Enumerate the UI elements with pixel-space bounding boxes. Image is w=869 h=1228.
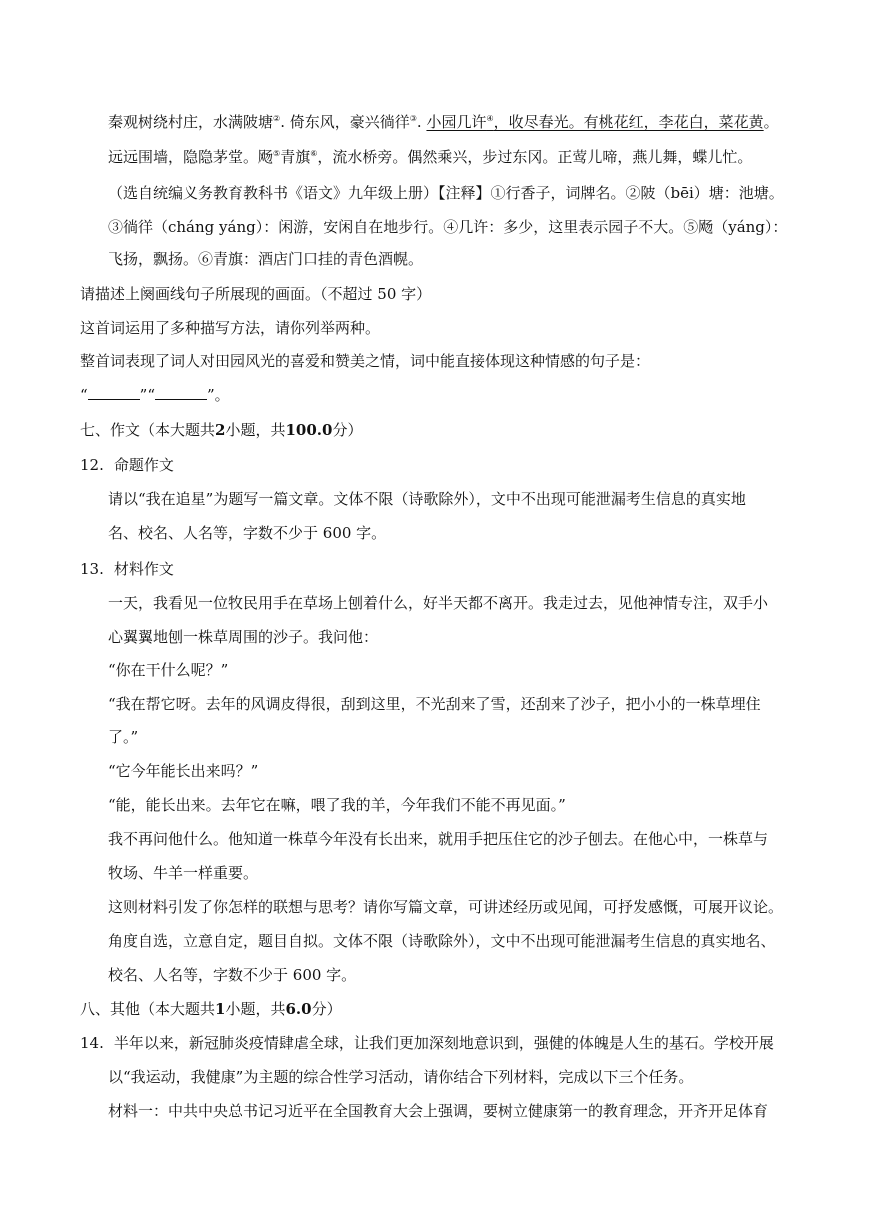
question-3: 整首词表现了词人对田园风光的喜爱和赞美之情，词中能直接体现这种情感的句子是： bbox=[80, 352, 651, 370]
q13-line: 牧场、牛羊一样重要。 bbox=[108, 864, 259, 882]
poem-text: . bbox=[416, 113, 427, 131]
q13-line: “能，能长出来。去年它在嘛，喂了我的羊，今年我们不能不再见面。” bbox=[108, 796, 566, 814]
poem-line-2 bbox=[108, 147, 752, 167]
question-type: 材料作文 bbox=[113, 560, 174, 578]
question-number: 12. bbox=[80, 456, 104, 474]
footnote-marker: ② bbox=[273, 114, 281, 123]
footnote-marker: ③ bbox=[409, 114, 417, 123]
answer-blanks: “ ”“ ”。 bbox=[80, 386, 230, 404]
footnote-marker: ⑥ bbox=[310, 149, 318, 158]
poem-text: 青旗 bbox=[280, 148, 311, 166]
poem-text: 秦观树绕村庄，水满陂塘 bbox=[108, 113, 274, 131]
q13-line: 一天，我看见一位牧民用手在草场上刨着什么，好半天都不离开。我走过去，见他神情专注，双手小 bbox=[108, 594, 769, 612]
question-number: 13. bbox=[80, 560, 104, 578]
question-number: 14. bbox=[80, 1034, 104, 1052]
question-type: 命题作文 bbox=[113, 456, 174, 474]
poem-text: 远远围墙，隐隐茅堂。飏 bbox=[108, 148, 274, 166]
q12-heading bbox=[80, 455, 174, 475]
q12-line-1: 请以“我在追星”为题写一篇文章。文体不限（诗歌除外），文中不出现可能泄漏考生信息的真实地 bbox=[108, 490, 746, 508]
poem-text: 。 bbox=[763, 113, 779, 131]
q13-line: “我在帮它呀。去年的风调皮得很，刮到这里，不光刮来了雪，还刮来了沙子，把小小的一株草埋住 bbox=[108, 695, 761, 713]
q13-heading bbox=[80, 559, 174, 579]
underlined-sentence: 小园几许④，收尽春光。有桃花红，李花白，菜花黄 bbox=[426, 113, 764, 131]
poem-note-line-3: 飞扬，飘扬。⑥青旗：酒店门口挂的青色酒幌。 bbox=[108, 250, 424, 268]
poem-text: . 倚东风，豪兴徜徉 bbox=[280, 113, 410, 131]
poem-note-line-1: （选自统编义务教育教科书《语文》九年级上册）【注释】①行香子，词牌名。②陂（bēi）塘：池塘。 bbox=[108, 184, 784, 202]
q13-line: 了。” bbox=[108, 728, 139, 746]
q14-line-2: 以“我运动，我健康”为主题的综合性学习活动，请你结合下列材料，完成以下三个任务。 bbox=[108, 1068, 694, 1086]
q14-line-3: 材料一：中共中央总书记习近平在全国教育大会上强调，要树立健康第一的教育理念，开齐开足体育 bbox=[108, 1102, 769, 1120]
q14-line-1: 14. 半年以来，新冠肺炎疫情肆虐全球，让我们更加深刻地意识到，强健的体魄是人生的基石。学校开展 bbox=[80, 1034, 774, 1052]
section-8-title: 八、其他（本大题共1小题，共6.0分） bbox=[80, 1000, 342, 1018]
answer-blank[interactable] bbox=[155, 387, 207, 400]
answer-blank[interactable] bbox=[88, 387, 140, 400]
q13-line: “它今年能长出来吗？” bbox=[108, 762, 259, 780]
q12-line-2: 名、校名、人名等，字数不少于 600 字。 bbox=[108, 524, 387, 542]
question-2: 这首词运用了多种描写方法，请你列举两种。 bbox=[80, 319, 381, 337]
q13-line: 这则材料引发了你怎样的联想与思考？请你写篇文章，可讲述经历或见闻，可抒发感慨，可展开议论。 bbox=[108, 898, 784, 916]
footnote-marker: ⑤ bbox=[273, 149, 281, 158]
q13-line: 校名、人名等，字数不少于 600 字。 bbox=[108, 966, 357, 984]
q13-line: 心翼翼地刨一株草周围的沙子。我问他： bbox=[108, 628, 379, 646]
section-7-title: 七、作文（本大题共2小题，共100.0分） bbox=[80, 421, 363, 439]
footnote-marker: ④ bbox=[486, 114, 494, 123]
q13-line: “你在干什么呢？” bbox=[108, 661, 229, 679]
q13-line: 我不再问他什么。他知道一株草今年没有长出来，就用手把压住它的沙子刨去。在他心中，一株草与 bbox=[108, 830, 769, 848]
q13-line: 角度自选，立意自定，题目自拟。文体不限（诗歌除外），文中不出现可能泄漏考生信息的真实地名、 bbox=[108, 932, 776, 950]
question-1: 请描述上阕画线句子所展现的画面。（不超过 50 字） bbox=[80, 285, 432, 303]
poem-text: ，流水桥旁。偶然乘兴，步过东冈。正莺儿啼，燕儿舞，蝶儿忙。 bbox=[317, 148, 753, 166]
poem-line-1 bbox=[108, 112, 779, 132]
poem-note-line-2: ③徜徉（cháng yáng）：闲游，安闲自在地步行。④几许：多少，这里表示园子不大。⑤飏（yáng）： bbox=[108, 218, 788, 236]
